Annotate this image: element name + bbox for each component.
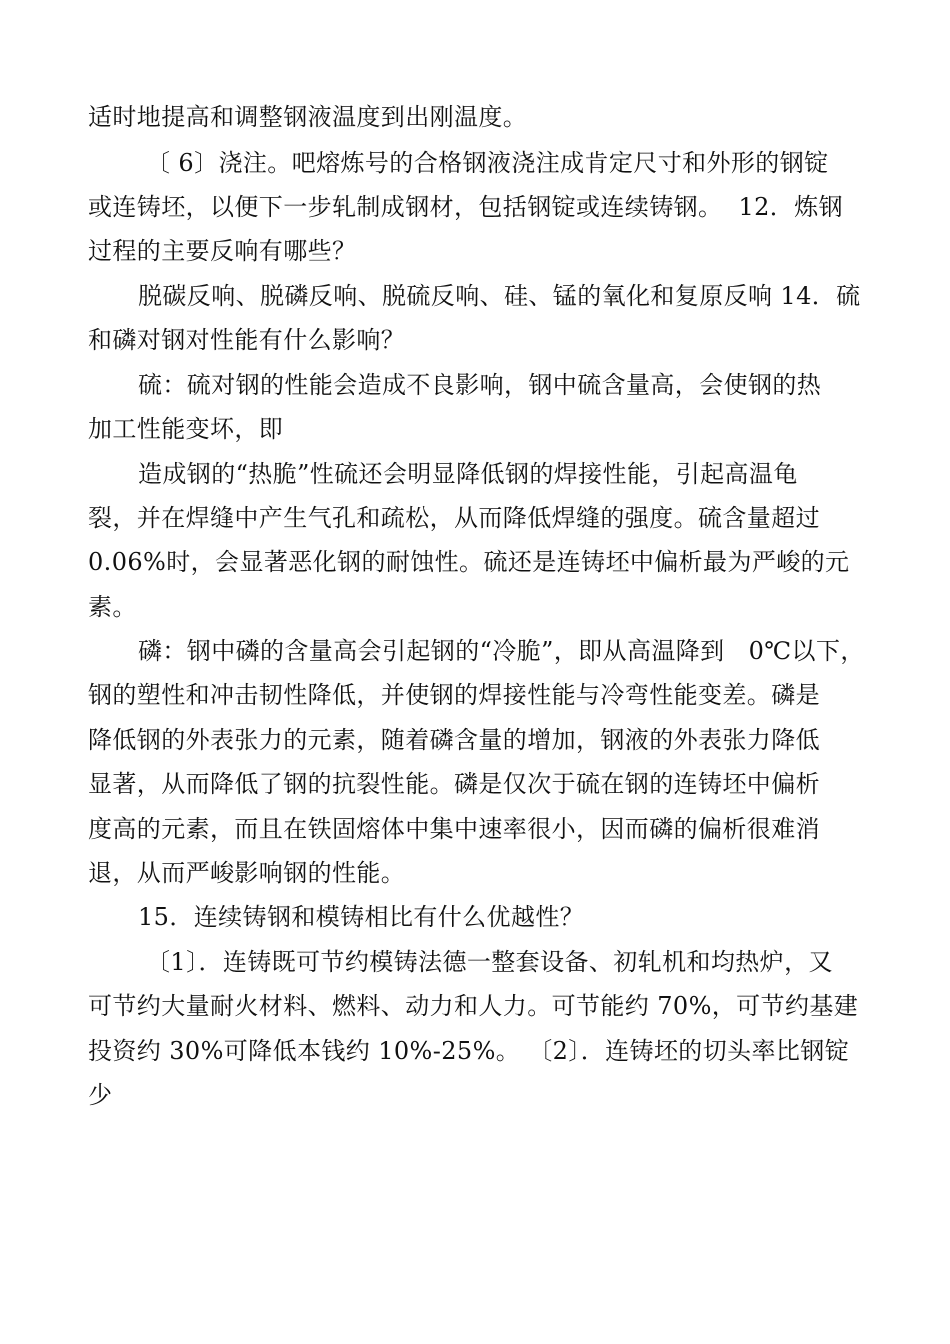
text-line: 磷：钢中磷的含量高会引起钢的“冷脆”，即从高温降到 0℃以下，: [138, 637, 865, 665]
text-line: 15．连续铸钢和模铸相比有什么优越性？: [138, 903, 585, 931]
text-line: 脱碳反响、脱磷反响、脱硫反响、硅、锰的氧化和复原反响 14．硫: [138, 282, 861, 310]
text-line: 钢的塑性和冲击韧性降低，并使钢的焊接性能与冷弯性能变差。磷是: [88, 681, 820, 709]
text-line: 0.06%时，会显著恶化钢的耐蚀性。硫还是连铸坯中偏析最为严峻的元: [88, 548, 850, 576]
text-line: 适时地提高和调整钢液温度到出刚温度。: [88, 103, 528, 131]
text-line: 造成钢的“热脆”性硫还会明显降低钢的焊接性能，引起高温龟: [138, 460, 798, 488]
text-line: 退，从而严峻影响钢的性能。: [88, 859, 406, 887]
text-line: 过程的主要反响有哪些？: [88, 237, 357, 265]
text-line: 〔1〕．连铸既可节约模铸法德一整套设备、初轧机和均热炉，又: [146, 948, 833, 976]
text-line: 裂，并在焊缝中产生气孔和疏松，从而降低焊缝的强度。硫含量超过: [88, 504, 820, 532]
text-line: 投资约 30%可降低本钱约 10%-25%。 〔2〕．连铸坯的切头率比钢锭: [88, 1037, 850, 1065]
text-line: 度高的元素，而且在铁固熔体中集中速率很小，因而磷的偏析很难消: [88, 815, 820, 843]
text-line: 〔 6〕浇注。吧熔炼号的合格钢液浇注成肯定尺寸和外形的钢锭: [146, 149, 829, 177]
text-line: 或连铸坯，以便下一步轧制成钢材，包括钢锭或连续铸钢。 12．炼钢: [88, 193, 843, 221]
text-line: 硫：硫对钢的性能会造成不良影响，钢中硫含量高，会使钢的热: [138, 371, 822, 399]
text-line: 显著，从而降低了钢的抗裂性能。磷是仅次于硫在钢的连铸坯中偏析: [88, 770, 820, 798]
text-line: 降低钢的外表张力的元素，随着磷含量的增加，钢液的外表张力降低: [88, 726, 820, 754]
text-line: 和磷对钢对性能有什么影响？: [88, 326, 406, 354]
text-line: 素。: [88, 593, 137, 621]
text-line: 可节约大量耐火材料、燃料、动力和人力。可节能约 70%，可节约基建: [88, 992, 859, 1020]
text-line: 少: [88, 1081, 113, 1109]
text-line: 加工性能变坏，即: [88, 415, 284, 443]
